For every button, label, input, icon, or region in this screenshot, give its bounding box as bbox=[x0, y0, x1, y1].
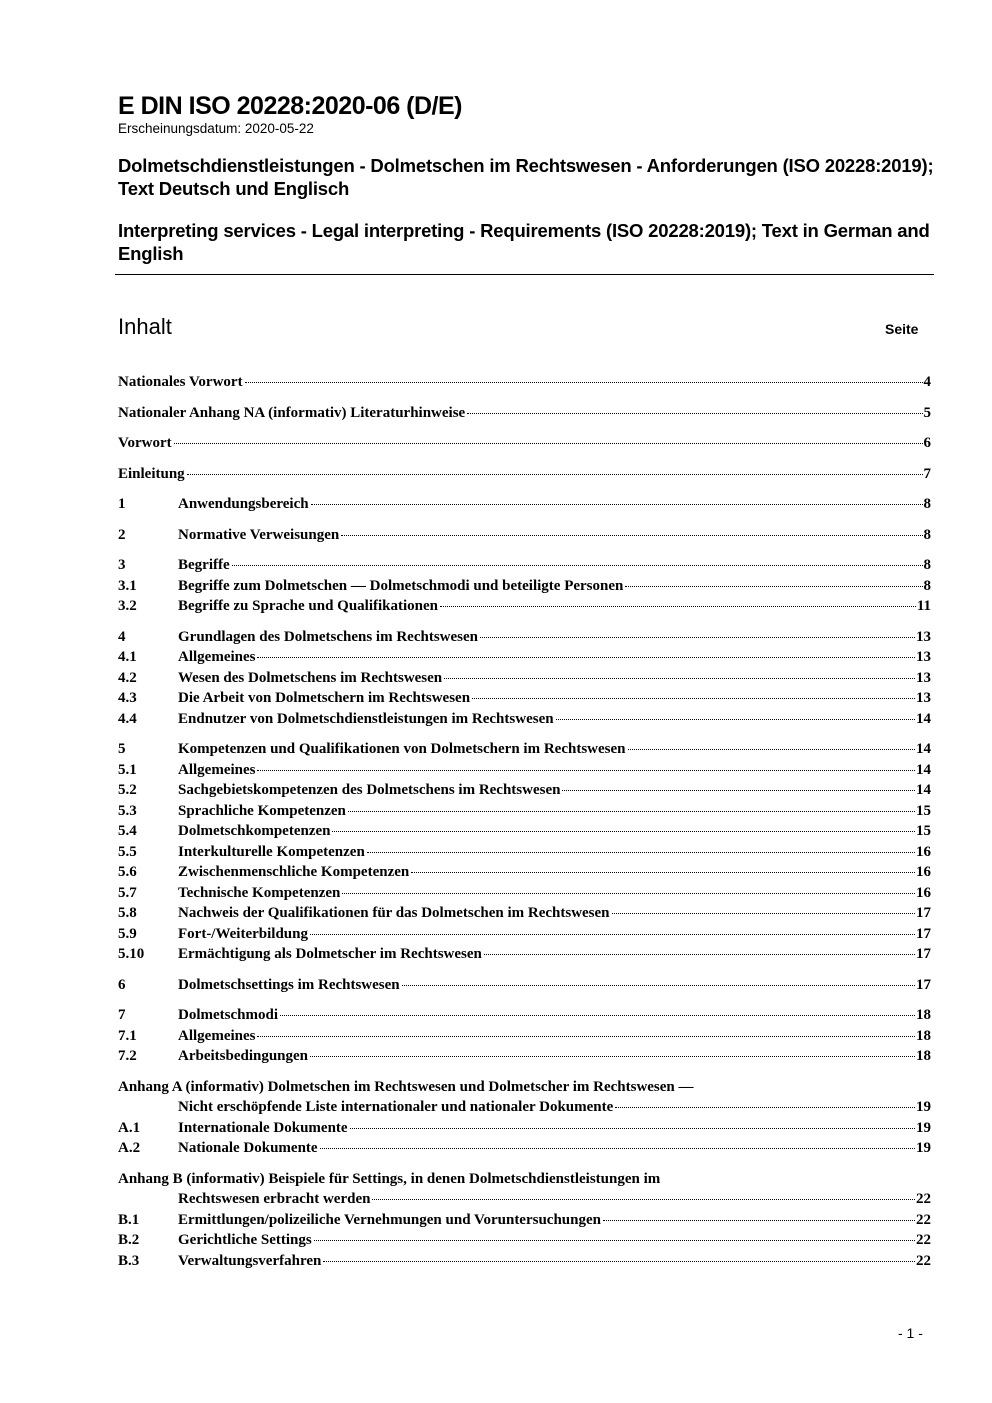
toc-group bbox=[118, 627, 931, 730]
dot-leader bbox=[402, 985, 915, 986]
toc-entry[interactable] bbox=[118, 576, 931, 597]
toc-group bbox=[118, 403, 931, 424]
toc-entry[interactable] bbox=[118, 924, 931, 945]
toc-entry-page: 19 bbox=[916, 1099, 931, 1115]
dot-leader bbox=[320, 1148, 915, 1149]
toc-entry-title: Fort-/Weiterbildung bbox=[178, 925, 308, 942]
toc-entry-number: 5 bbox=[118, 741, 126, 757]
dot-leader bbox=[444, 678, 915, 679]
toc-entry-title: Gerichtliche Settings bbox=[178, 1232, 312, 1248]
toc-group bbox=[118, 975, 931, 996]
dot-leader bbox=[257, 770, 915, 771]
toc-entry-page: 18 bbox=[916, 1007, 931, 1023]
toc-entry-number: B.2 bbox=[118, 1232, 140, 1248]
toc-entry-number: 5.6 bbox=[118, 864, 137, 880]
toc-entry-page: 14 bbox=[916, 710, 931, 727]
toc-entry-title: Endnutzer von Dolmetschdienstleistungen im Rechtswesen bbox=[178, 710, 554, 727]
toc-entry-title: Nachweis der Qualifikationen für das Dolmetschen im Rechtswesen bbox=[178, 905, 610, 921]
toc-entry[interactable] bbox=[118, 1210, 931, 1231]
toc-entry-number: 1 bbox=[118, 496, 126, 512]
toc-entry-page: 13 bbox=[916, 669, 931, 686]
toc-entry[interactable] bbox=[118, 1118, 931, 1139]
toc-entry-page: 7 bbox=[923, 465, 931, 482]
toc-group bbox=[118, 1005, 931, 1067]
toc-entry-page: 17 bbox=[916, 946, 931, 962]
dot-leader bbox=[257, 1036, 915, 1037]
toc-entry[interactable] bbox=[118, 596, 931, 617]
toc-entry-title: Nicht erschöpfende Liste internationaler und nationaler Dokumente bbox=[178, 1099, 614, 1115]
dot-leader bbox=[562, 790, 915, 791]
dot-leader bbox=[612, 913, 915, 914]
toc-group bbox=[118, 433, 931, 454]
toc-entry-number: 4.4 bbox=[118, 710, 137, 727]
toc-entry-title: Einleitung bbox=[118, 465, 185, 482]
dot-leader bbox=[332, 831, 915, 832]
toc-entry-title: Nationales Vorwort bbox=[118, 374, 243, 390]
toc-entry-title: Dolmetschkompetenzen bbox=[178, 823, 331, 839]
toc-entry-page: 14 bbox=[916, 741, 931, 757]
dot-leader bbox=[314, 1240, 915, 1241]
dot-leader bbox=[341, 535, 922, 536]
toc-entry[interactable] bbox=[118, 801, 931, 822]
toc-entry-page: 22 bbox=[916, 1191, 931, 1207]
toc-entry[interactable] bbox=[118, 403, 931, 424]
dot-leader bbox=[556, 719, 915, 720]
toc-entry-title: Nationale Dokumente bbox=[178, 1140, 318, 1156]
toc-entry-page: 14 bbox=[916, 761, 931, 778]
toc-entry-title: Ermittlungen/polizeiliche Vernehmungen und Voruntersuchungen bbox=[178, 1211, 601, 1228]
toc-entry[interactable] bbox=[118, 709, 931, 730]
toc-entry-number: B.1 bbox=[118, 1211, 140, 1228]
toc-entry-title: Begriffe zu Sprache und Qualifikationen bbox=[178, 598, 439, 614]
toc-entry-title: Ermächtigung als Dolmetscher im Rechtswesen bbox=[178, 946, 482, 962]
toc-entry[interactable] bbox=[118, 944, 931, 965]
toc-group bbox=[118, 1169, 931, 1272]
toc-entry-title: Kompetenzen und Qualifikationen von Dolmetschern im Rechtswesen bbox=[178, 741, 626, 757]
toc-entry-number: 7 bbox=[118, 1007, 126, 1023]
dot-leader bbox=[174, 443, 923, 444]
toc-entry-page: 17 bbox=[916, 905, 931, 921]
toc-entry-page: 22 bbox=[916, 1252, 931, 1269]
toc-entry[interactable] bbox=[118, 494, 931, 515]
toc-entry-title: Begriffe zum Dolmetschen — Dolmetschmodi und beteiligte Personen bbox=[178, 577, 624, 594]
toc-group bbox=[118, 555, 931, 617]
toc-entry-page: 6 bbox=[923, 435, 931, 451]
toc-entry-page: 15 bbox=[916, 823, 931, 839]
toc-entry-page: 15 bbox=[916, 802, 931, 819]
toc-entry[interactable] bbox=[118, 1046, 931, 1067]
toc-entry-page: 8 bbox=[923, 526, 931, 543]
toc-group bbox=[118, 494, 931, 515]
dot-leader bbox=[628, 749, 916, 750]
toc-entry-title: Internationale Dokumente bbox=[178, 1119, 348, 1136]
toc-entry-title: Sachgebietskompetenzen des Dolmetschens im Rechtswesen bbox=[178, 782, 561, 798]
toc-entry-page: 16 bbox=[916, 843, 931, 860]
toc-entry-page: 13 bbox=[916, 690, 931, 706]
toc-annex-heading[interactable] bbox=[118, 1169, 931, 1190]
toc-entry-title: Dolmetschmodi bbox=[178, 1007, 278, 1023]
toc-entry-page: 19 bbox=[916, 1119, 931, 1136]
toc-entry-page: 8 bbox=[923, 577, 931, 594]
toc-entry-number: 5.7 bbox=[118, 884, 137, 901]
dot-leader bbox=[484, 954, 915, 955]
toc-group bbox=[118, 372, 931, 393]
toc-entry-number: 4 bbox=[118, 628, 126, 645]
toc-heading: Inhalt bbox=[118, 314, 172, 339]
toc-entry[interactable] bbox=[118, 555, 931, 576]
toc-entry[interactable] bbox=[118, 525, 931, 546]
header-divider bbox=[115, 274, 934, 275]
toc-entry-title: Technische Kompetenzen bbox=[178, 884, 341, 901]
document-id: E DIN ISO 20228:2020-06 (D/E) bbox=[118, 92, 462, 120]
toc-entry-title: Zwischenmenschliche Kompetenzen bbox=[178, 864, 410, 880]
toc-entry-number: 5.2 bbox=[118, 782, 137, 798]
toc-entry[interactable] bbox=[118, 627, 931, 648]
table-of-contents bbox=[118, 372, 931, 1271]
toc-entry-number: 7.1 bbox=[118, 1027, 137, 1044]
toc-entry-page: 17 bbox=[916, 925, 931, 942]
toc-entry-number: 5.8 bbox=[118, 905, 137, 921]
toc-entry[interactable] bbox=[118, 760, 931, 781]
toc-entry[interactable] bbox=[118, 780, 931, 801]
toc-entry-page: 22 bbox=[916, 1211, 931, 1228]
toc-entry-page: 8 bbox=[923, 557, 931, 573]
title-german: Dolmetschdienstleistungen - Dolmetschen im Rechtswesen - Anforderungen (ISO 20228:2019); Text Deutsch und Englisch bbox=[118, 155, 934, 199]
dot-leader bbox=[350, 1128, 915, 1129]
toc-entry-title: Dolmetschsettings im Rechtswesen bbox=[178, 976, 400, 993]
toc-entry-page: 17 bbox=[916, 976, 931, 993]
dot-leader bbox=[615, 1107, 915, 1108]
toc-entry[interactable] bbox=[118, 1026, 931, 1047]
toc-page-label: Seite bbox=[885, 321, 919, 337]
toc-annex-title: Anhang B (informativ) Beispiele für Settings, in denen Dolmetschdienstleistungen im bbox=[118, 1170, 661, 1187]
dot-leader bbox=[472, 698, 915, 699]
toc-entry-number: 5.9 bbox=[118, 925, 137, 942]
toc-entry[interactable] bbox=[118, 1189, 931, 1210]
dot-leader bbox=[480, 637, 915, 638]
toc-entry[interactable] bbox=[118, 647, 931, 668]
toc-entry-number: 3 bbox=[118, 557, 126, 573]
toc-entry-number: 5.10 bbox=[118, 946, 145, 962]
toc-entry-number: 5.3 bbox=[118, 802, 137, 819]
toc-entry-title: Arbeitsbedingungen bbox=[178, 1048, 309, 1064]
toc-entry[interactable] bbox=[118, 903, 931, 924]
toc-entry[interactable] bbox=[118, 1097, 931, 1118]
dot-leader bbox=[467, 413, 922, 414]
toc-entry-number: 4.3 bbox=[118, 690, 137, 706]
toc-entry-title: Wesen des Dolmetschens im Rechtswesen bbox=[178, 669, 443, 686]
toc-entry[interactable] bbox=[118, 821, 931, 842]
toc-group bbox=[118, 739, 931, 965]
toc-entry-number: A.2 bbox=[118, 1140, 141, 1156]
dot-leader bbox=[245, 382, 923, 383]
toc-entry-title: Begriffe bbox=[178, 557, 230, 573]
toc-entry-title: Nationaler Anhang NA (informativ) Literaturhinweise bbox=[118, 404, 466, 421]
toc-group bbox=[118, 525, 931, 546]
toc-entry-page: 16 bbox=[916, 884, 931, 901]
toc-entry-number: 4.1 bbox=[118, 649, 137, 665]
toc-entry-title: Allgemeines bbox=[178, 761, 256, 778]
toc-entry-number: B.3 bbox=[118, 1252, 140, 1269]
toc-annex-title: Anhang A (informativ) Dolmetschen im Rechtswesen und Dolmetscher im Rechtswesen — bbox=[118, 1078, 694, 1095]
toc-entry[interactable] bbox=[118, 1251, 931, 1272]
toc-entry-page: 18 bbox=[916, 1027, 931, 1044]
dot-leader bbox=[310, 934, 915, 935]
title-english: Interpreting services - Legal interpreting - Requirements (ISO 20228:2019); Text in German and English bbox=[118, 220, 930, 264]
toc-entry-number: 5.4 bbox=[118, 823, 137, 839]
toc-entry[interactable] bbox=[118, 1230, 931, 1251]
dot-leader bbox=[348, 811, 915, 812]
toc-entry-title: Die Arbeit von Dolmetschern im Rechtswesen bbox=[178, 690, 471, 706]
toc-entry[interactable] bbox=[118, 1005, 931, 1026]
toc-entry[interactable] bbox=[118, 862, 931, 883]
toc-entry[interactable] bbox=[118, 975, 931, 996]
toc-annex-heading[interactable] bbox=[118, 1077, 931, 1098]
toc-entry-title: Verwaltungsverfahren bbox=[178, 1252, 322, 1269]
dot-leader bbox=[367, 852, 915, 853]
dot-leader bbox=[280, 1015, 915, 1016]
dot-leader bbox=[310, 1056, 915, 1057]
toc-entry-title: Allgemeines bbox=[178, 1027, 256, 1044]
toc-entry-title: Grundlagen des Dolmetschens im Rechtswesen bbox=[178, 628, 478, 645]
toc-entry[interactable] bbox=[118, 883, 931, 904]
toc-entry-page: 5 bbox=[923, 404, 931, 421]
toc-entry-title: Sprachliche Kompetenzen bbox=[178, 802, 346, 819]
toc-entry[interactable] bbox=[118, 372, 931, 393]
toc-entry[interactable] bbox=[118, 433, 931, 454]
toc-entry-page: 13 bbox=[916, 628, 931, 645]
toc-entry-number: 6 bbox=[118, 976, 126, 993]
toc-entry-title: Normative Verweisungen bbox=[178, 526, 340, 543]
dot-leader bbox=[342, 893, 915, 894]
toc-entry-number: 5.1 bbox=[118, 761, 137, 778]
publication-date: Erscheinungsdatum: 2020-05-22 bbox=[118, 121, 314, 136]
toc-entry-title: Rechtswesen erbracht werden bbox=[178, 1191, 371, 1207]
document-header bbox=[118, 92, 934, 265]
toc-entry[interactable] bbox=[118, 1138, 931, 1159]
toc-entry[interactable] bbox=[118, 668, 931, 689]
toc-entry-number: 5.5 bbox=[118, 843, 137, 860]
dot-leader bbox=[372, 1199, 915, 1200]
toc-entry[interactable] bbox=[118, 739, 931, 760]
toc-entry-number: 3.2 bbox=[118, 598, 137, 614]
toc-entry-number: 3.1 bbox=[118, 577, 137, 594]
toc-group bbox=[118, 1077, 931, 1159]
toc-entry-page: 16 bbox=[916, 864, 931, 880]
toc-entry-title: Allgemeines bbox=[178, 649, 256, 665]
toc-entry-number: A.1 bbox=[118, 1119, 141, 1136]
toc-entry-page: 8 bbox=[923, 496, 931, 512]
dot-leader bbox=[187, 474, 923, 475]
toc-entry-number: 4.2 bbox=[118, 669, 137, 686]
toc-entry-title: Vorwort bbox=[118, 435, 172, 451]
toc-entry-number: 2 bbox=[118, 526, 126, 543]
toc-entry-title: Anwendungsbereich bbox=[178, 496, 309, 512]
toc-entry-page: 19 bbox=[916, 1140, 931, 1156]
page-number: - 1 - bbox=[898, 1325, 923, 1341]
toc-entry-title: Interkulturelle Kompetenzen bbox=[178, 843, 365, 860]
dot-leader bbox=[603, 1220, 915, 1221]
dot-leader bbox=[232, 565, 923, 566]
dot-leader bbox=[311, 504, 923, 505]
toc-group bbox=[118, 464, 931, 485]
dot-leader bbox=[323, 1261, 915, 1262]
toc-entry[interactable] bbox=[118, 464, 931, 485]
toc-entry-page: 22 bbox=[916, 1232, 931, 1248]
toc-entry-page: 13 bbox=[916, 649, 931, 665]
dot-leader bbox=[440, 606, 916, 607]
toc-entry-page: 4 bbox=[923, 374, 931, 390]
toc-entry-page: 18 bbox=[916, 1048, 931, 1064]
dot-leader bbox=[257, 657, 915, 658]
toc-entry[interactable] bbox=[118, 842, 931, 863]
toc-entry[interactable] bbox=[118, 688, 931, 709]
dot-leader bbox=[411, 872, 915, 873]
toc-entry-page: 11 bbox=[916, 598, 931, 614]
toc-entry-number: 7.2 bbox=[118, 1048, 137, 1064]
dot-leader bbox=[625, 586, 922, 587]
toc-entry-page: 14 bbox=[916, 782, 931, 798]
